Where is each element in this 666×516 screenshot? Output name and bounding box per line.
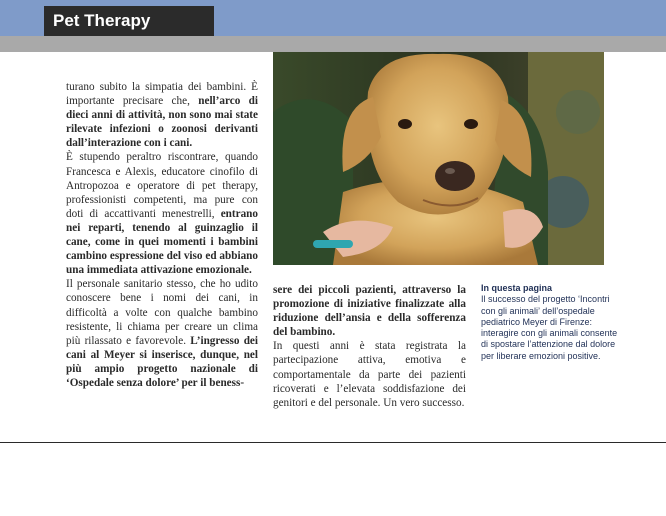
article-column-1 <box>66 80 258 390</box>
paragraph-bold-text: entrano nei reparti, tenendo al guinzaglio il cane, come in quei momenti i bambini cambino espressione del viso ed abbiano una immediata attivazione emozionale. <box>66 207 258 277</box>
paragraph <box>66 277 258 390</box>
bottom-divider <box>0 442 666 443</box>
paragraph-bold-text: nell’arco di dieci anni di attività, non sono mai state rilevate infezioni o zoonosi derivanti dall’interazione con i cani. <box>66 95 258 150</box>
labrador-dog-photo <box>273 52 604 265</box>
caption-title: In questa pagina <box>481 283 553 293</box>
paragraph <box>66 150 258 277</box>
paragraph-bold-text: sere dei piccoli pazienti, attraverso la promozione di iniziative finalizzate alla riduzione dell’ansia e della sofferenza del bambino. <box>273 284 466 339</box>
section-title: Pet Therapy <box>44 6 214 36</box>
paragraph <box>66 80 258 150</box>
paragraph-bold-text: L’ingresso dei cani al Meyer si inserisce, dunque, nel più ampio progetto nazionale di ‘Ospedale senza dolore’ per il beness- <box>66 334 258 389</box>
caption-text: Il successo del progetto ‘Incontri con gli animali’ dell’ospedale pediatrico Meyer di Firenze: interagire con gli animali consente di spostare l’attenzione dal dolore per liberare emozioni positive. <box>481 294 618 361</box>
paragraph <box>273 283 466 339</box>
paragraph: In questi anni è stata registrata la partecipazione attiva, emotiva e comportamentale da parte dei pazienti ricoverati e l’elevata soddisfazione dei genitori e del personale. Un vero successo. <box>273 340 466 409</box>
dog-illustration <box>273 52 604 265</box>
paragraph-text: Il personale sanitario stesso, che ho udito conoscere bene i nomi dei cani, in difficoltà a volte con qualche bambino resistente, li chiama per creare un clima più rilassato e favorevole. <box>66 278 258 347</box>
grey-divider-bar <box>0 36 666 52</box>
photo-caption <box>481 283 621 362</box>
article-column-2 <box>273 283 466 410</box>
paragraph-text: È stupendo peraltro riscontrare, quando Francesca e Alexis, educatore cinofilo di Antropozoa e operatore di pet therapy, professionisti competenti, ma pure con doti di accattivanti menestrelli, <box>66 151 258 220</box>
paragraph-text: turano subito la simpatia dei bambini. È importante precisare che, <box>66 81 258 108</box>
